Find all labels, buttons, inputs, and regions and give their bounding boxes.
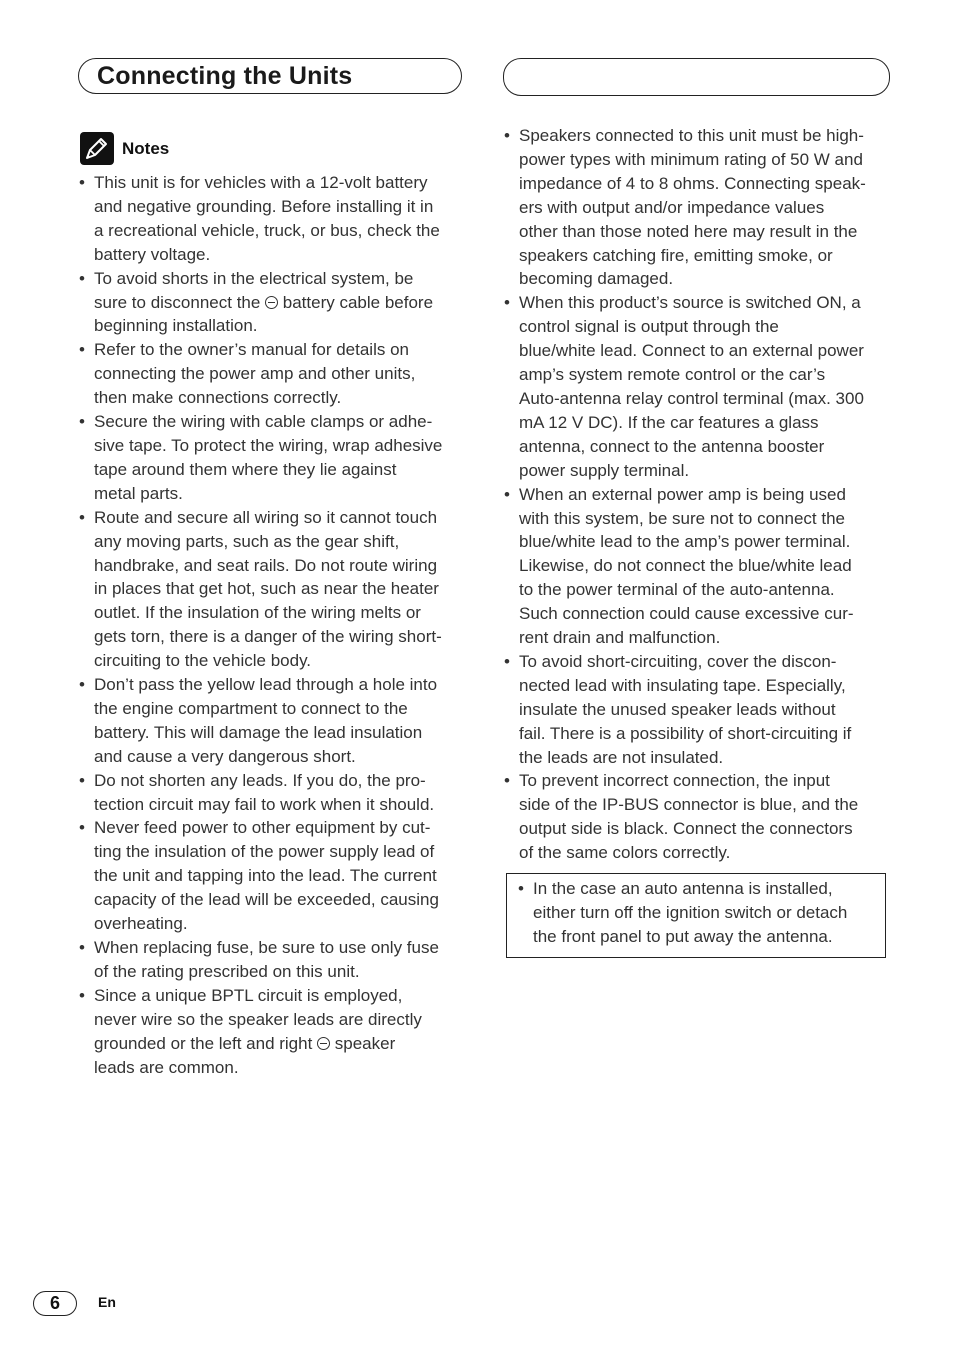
minus-terminal-icon: [265, 296, 278, 309]
list-item: [504, 769, 894, 865]
empty-header-frame: [503, 58, 890, 96]
list-item-line: the engine compartment to connect to the: [94, 698, 408, 718]
list-item-line: connecting the power amp and other units,: [94, 364, 416, 384]
list-item-line: • In the case an auto antenna is installed,: [533, 879, 833, 898]
list-item-line: insulate the unused speaker leads without: [519, 699, 836, 719]
list-item: [504, 291, 894, 482]
list-item-line: Auto-antenna relay control terminal (max. 300: [519, 388, 864, 408]
list-item-line: Such connection could cause excessive cur-: [519, 604, 854, 624]
list-item-line: Likewise, do not connect the blue/white lead: [519, 556, 852, 576]
list-item-line: and negative grounding. Before installing it in: [94, 196, 434, 216]
list-item-line: • Secure the wiring with cable clamps or adhe-: [94, 412, 433, 432]
list-item-line: metal parts.: [94, 483, 183, 503]
list-item-line: circuiting to the vehicle body.: [94, 651, 312, 671]
list-item: [504, 650, 894, 770]
list-item: [79, 338, 469, 410]
callout-list: [518, 877, 878, 949]
list-item-line: tection circuit may fail to work when it should.: [94, 794, 435, 814]
list-item: [79, 936, 469, 984]
list-item-line: • When an external power amp is being used: [519, 484, 846, 504]
list-item-line: • When replacing fuse, be sure to use only fuse: [94, 938, 439, 957]
list-item-line: impedance of 4 to 8 ohms. Connecting speak-: [519, 173, 866, 193]
list-item-line: • Route and secure all wiring so it cannot touch: [94, 507, 438, 527]
list-item: [518, 877, 878, 949]
list-item-line: capacity of the lead will be exceeded, causing: [94, 890, 439, 910]
list-item-line: • To avoid shorts in the electrical system, be: [94, 268, 414, 288]
list-item-line: of the rating prescribed on this unit.: [94, 961, 360, 981]
list-item-line: battery. This will damage the lead insulation: [94, 722, 423, 742]
list-item: [79, 984, 469, 1080]
list-item-line: battery voltage.: [94, 244, 211, 264]
list-item-line: leads are common.: [94, 1057, 239, 1077]
list-item-line: tape around them where they lie against: [94, 459, 397, 479]
list-item-line: blue/white lead to the amp’s power terminal.: [519, 532, 851, 552]
list-item-line: side of the IP-BUS connector is blue, and the: [519, 795, 859, 815]
list-item-line: a recreational vehicle, truck, or bus, check the: [94, 220, 440, 240]
list-item-line: power supply terminal.: [519, 460, 690, 480]
list-item-line: other than those noted here may result in the: [519, 221, 858, 241]
list-item-line: • Don’t pass the yellow lead through a hole into: [94, 675, 438, 695]
list-item-line: the leads are not insulated.: [519, 747, 724, 767]
list-item-line: • To avoid short-circuiting, cover the discon-: [519, 651, 837, 671]
list-item-line: then make connections correctly.: [94, 388, 342, 408]
list-item: [79, 816, 469, 936]
list-item-line: outlet. If the insulation of the wiring melts or: [94, 603, 421, 623]
list-item-line: never wire so the speaker leads are directly: [94, 1009, 422, 1029]
list-item-line: ting the insulation of the power supply lead of: [94, 842, 435, 862]
list-item-line: power types with minimum rating of 50 W and: [519, 149, 863, 169]
list-item-line: sure to disconnect the battery cable before: [94, 292, 434, 312]
list-item-line: amp’s system remote control or the car’s: [519, 365, 826, 385]
list-item-line: mA 12 V DC). If the car features a glass: [519, 412, 819, 432]
list-item: [79, 410, 469, 506]
list-item-line: any moving parts, such as the gear shift,: [94, 531, 400, 551]
list-item-line: rent drain and malfunction.: [519, 628, 721, 648]
list-item-line: becoming damaged.: [519, 269, 674, 289]
list-item-line: with this system, be sure not to connect the: [519, 508, 845, 528]
page-title: Connecting the Units: [97, 62, 353, 90]
list-item-line: control signal is output through the: [519, 317, 779, 337]
list-item-line: to the power terminal of the auto-antenna.: [519, 580, 835, 600]
list-item-line: nected lead with insulating tape. Especially,: [519, 675, 846, 695]
language-label: En: [98, 1294, 116, 1310]
list-item-line: grounded or the left and right speaker: [94, 1033, 396, 1053]
list-item-line: and cause a very dangerous short.: [94, 746, 356, 766]
left-notes-list: [79, 171, 469, 1079]
list-item-line: • To prevent incorrect connection, the input: [519, 771, 830, 791]
notes-label: Notes: [122, 139, 170, 158]
callout-box: [506, 873, 886, 958]
list-item-line: gets torn, there is a danger of the wiring short-: [94, 627, 442, 647]
list-item-line: speakers catching fire, emitting smoke, or: [519, 245, 833, 265]
list-item-line: output side is black. Connect the connectors: [519, 819, 853, 839]
list-item-line: sive tape. To protect the wiring, wrap adhesive: [94, 435, 443, 455]
list-item-line: • Since a unique BPTL circuit is employed,: [94, 985, 403, 1005]
list-item: [79, 171, 469, 267]
list-item: [79, 267, 469, 339]
list-item-line: ers with output and/or impedance values: [519, 197, 825, 217]
list-item: [504, 124, 894, 291]
list-item-line: either turn off the ignition switch or detach: [533, 902, 848, 922]
right-notes-list: [504, 124, 894, 865]
list-item-line: beginning installation.: [94, 316, 258, 336]
list-item-line: the unit and tapping into the lead. The current: [94, 866, 437, 886]
list-item-line: • This unit is for vehicles with a 12-volt battery: [94, 173, 428, 192]
list-item-line: of the same colors correctly.: [519, 843, 731, 863]
list-item-line: overheating.: [94, 914, 188, 934]
list-item: [79, 506, 469, 673]
list-item-line: • Do not shorten any leads. If you do, the pro-: [94, 770, 426, 790]
list-item: [79, 769, 469, 817]
list-item: [79, 673, 469, 769]
page-number: 6: [33, 1291, 77, 1316]
list-item-line: • When this product’s source is switched ON, a: [519, 293, 861, 313]
list-item-line: handbrake, and seat rails. Do not route wiring: [94, 555, 438, 575]
list-item-line: • Refer to the owner’s manual for details on: [94, 340, 409, 360]
pencil-note-icon: [80, 132, 114, 165]
list-item-line: • Speakers connected to this unit must be high-: [519, 126, 864, 145]
list-item-line: blue/white lead. Connect to an external power: [519, 341, 864, 361]
list-item: [504, 483, 894, 650]
list-item-line: fail. There is a possibility of short-circuiting if: [519, 723, 852, 743]
list-item-line: the front panel to put away the antenna.: [533, 926, 833, 946]
list-item-line: • Never feed power to other equipment by cut-: [94, 818, 431, 838]
list-item-line: antenna, connect to the antenna booster: [519, 436, 825, 456]
minus-terminal-icon: [317, 1037, 330, 1050]
list-item-line: in places that get hot, such as near the heater: [94, 579, 439, 599]
